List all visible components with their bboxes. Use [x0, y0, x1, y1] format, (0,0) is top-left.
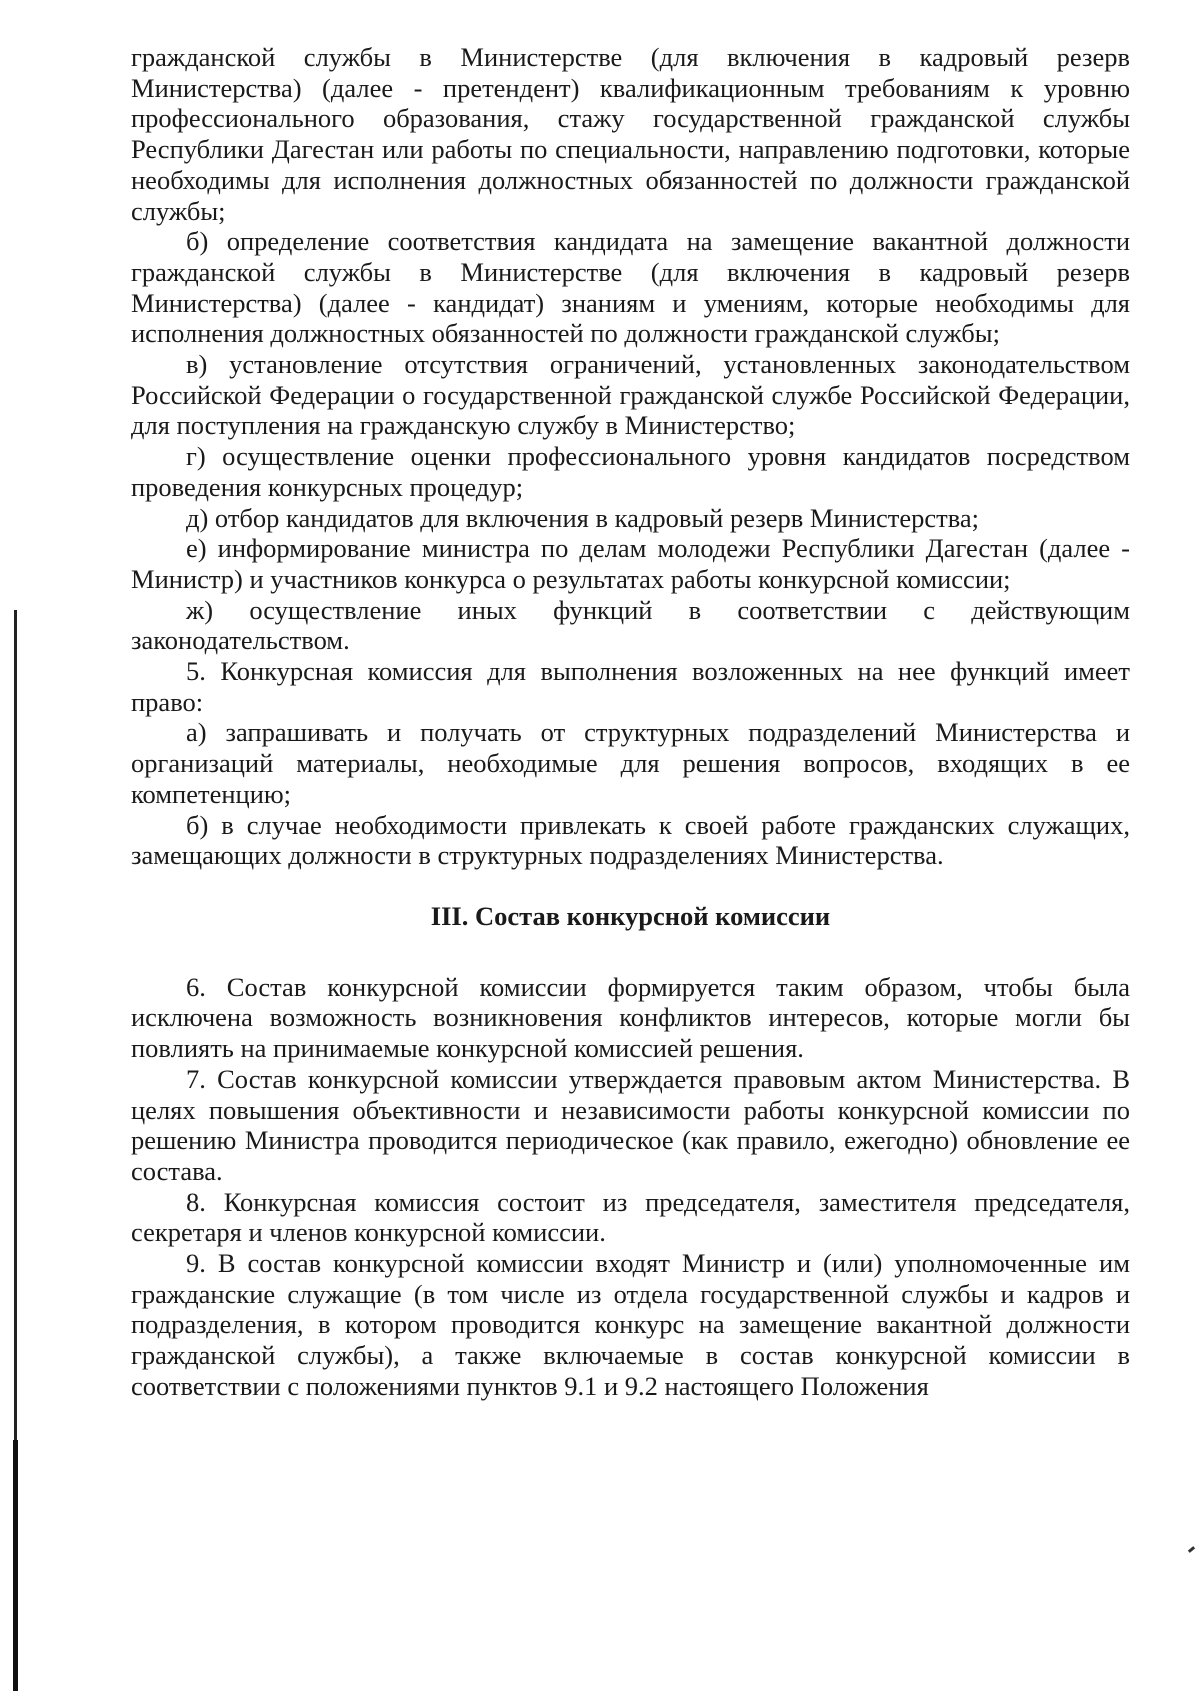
paragraph-item-v: в) установление отсутствия ограничений, установленных законодательством Российской Федерации о государственной гражданской службе Российской Федерации, для поступления на гражданскую службу в Министерство; [131, 349, 1130, 441]
paragraph-item-d: д) отбор кандидатов для включения в кадровый резерв Министерства; [186, 502, 979, 533]
paragraph-clause-6: 6. Состав конкурсной комиссии формируется таким образом, чтобы была исключена возможность возникновения конфликтов интересов, которые могли бы повлиять на принимаемые конкурсной комиссией решения. [131, 971, 1130, 1064]
paragraph-item-e: е) информирование министра по делам молодежи Республики Дагестан (далее - Министр) и участников конкурса о результатах работы конкурсной комиссии; [131, 533, 1130, 594]
paragraph-clause-5: 5. Конкурсная комиссия для выполнения возложенных на нее функций имеет право: [131, 656, 1130, 717]
paragraph-clause-5-b: б) в случае необходимости привлекать к своей работе гражданских служащих, замещающих должности в структурных подразделениях Министерства. [131, 809, 1130, 871]
paragraph-item-b: б) определение соответствия кандидата на замещение вакантной должности гражданской службы в Министерстве (для включения в кадровый резерв Министерства) (далее - кандидат) знаниям и умениям, которые необходимы для исполнения должностных обязанностей по должности гражданской службы; [131, 226, 1130, 349]
section-heading: III. Состав конкурсной комиссии [430, 900, 831, 931]
paragraph-clause-5-a: а) запрашивать и получать от структурных подразделений Министерства и организаций материалы, необходимые для решения вопросов, входящих в ее компетенцию; [131, 717, 1130, 809]
paragraph-clause-7: 7. Состав конкурсной комиссии утверждается правовым актом Министерства. В целях повышения объективности и независимости работы конкурсной комиссии по решению Министра проводится периодическое (как правило, ежегодно) обновление ее состава. [131, 1063, 1130, 1186]
document-body [131, 42, 1130, 1402]
paragraph-item-zh: ж) осуществление иных функций в соответствии с действующим законодательством. [131, 594, 1130, 656]
paragraph-continued: гражданской службы в Министерстве (для включения в кадровый резерв Министерства) (далее - претендент) квалификационным требованиям к уровню профессионального образования, стажу государственной гражданской службы Республики Дагестан или работы по специальности, направлению подготовки, которые необходимы для исполнения должностных обязанностей по должности гражданской службы; [131, 42, 1130, 226]
scan-speck [1188, 1546, 1195, 1553]
paragraph-clause-9: 9. В состав конкурсной комиссии входят Министр и (или) уполномоченные им гражданские служащие (в том числе из отдела государственной службы и кадров и подразделения, в котором проводится конкурс на замещение вакантной должности гражданской службы), а также включаемые в состав конкурсной комиссии в соответствии с положениями пунктов 9.1 и 9.2 настоящего Положения [131, 1248, 1130, 1401]
paragraph-item-g: г) осуществление оценки профессионального уровня кандидатов посредством проведения конкурсных процедур; [131, 441, 1130, 502]
scan-edge-line-bottom [13, 1440, 18, 1691]
paragraph-clause-8: 8. Конкурсная комиссия состоит из председателя, заместителя председателя, секретаря и членов конкурсной комиссии. [131, 1186, 1130, 1248]
